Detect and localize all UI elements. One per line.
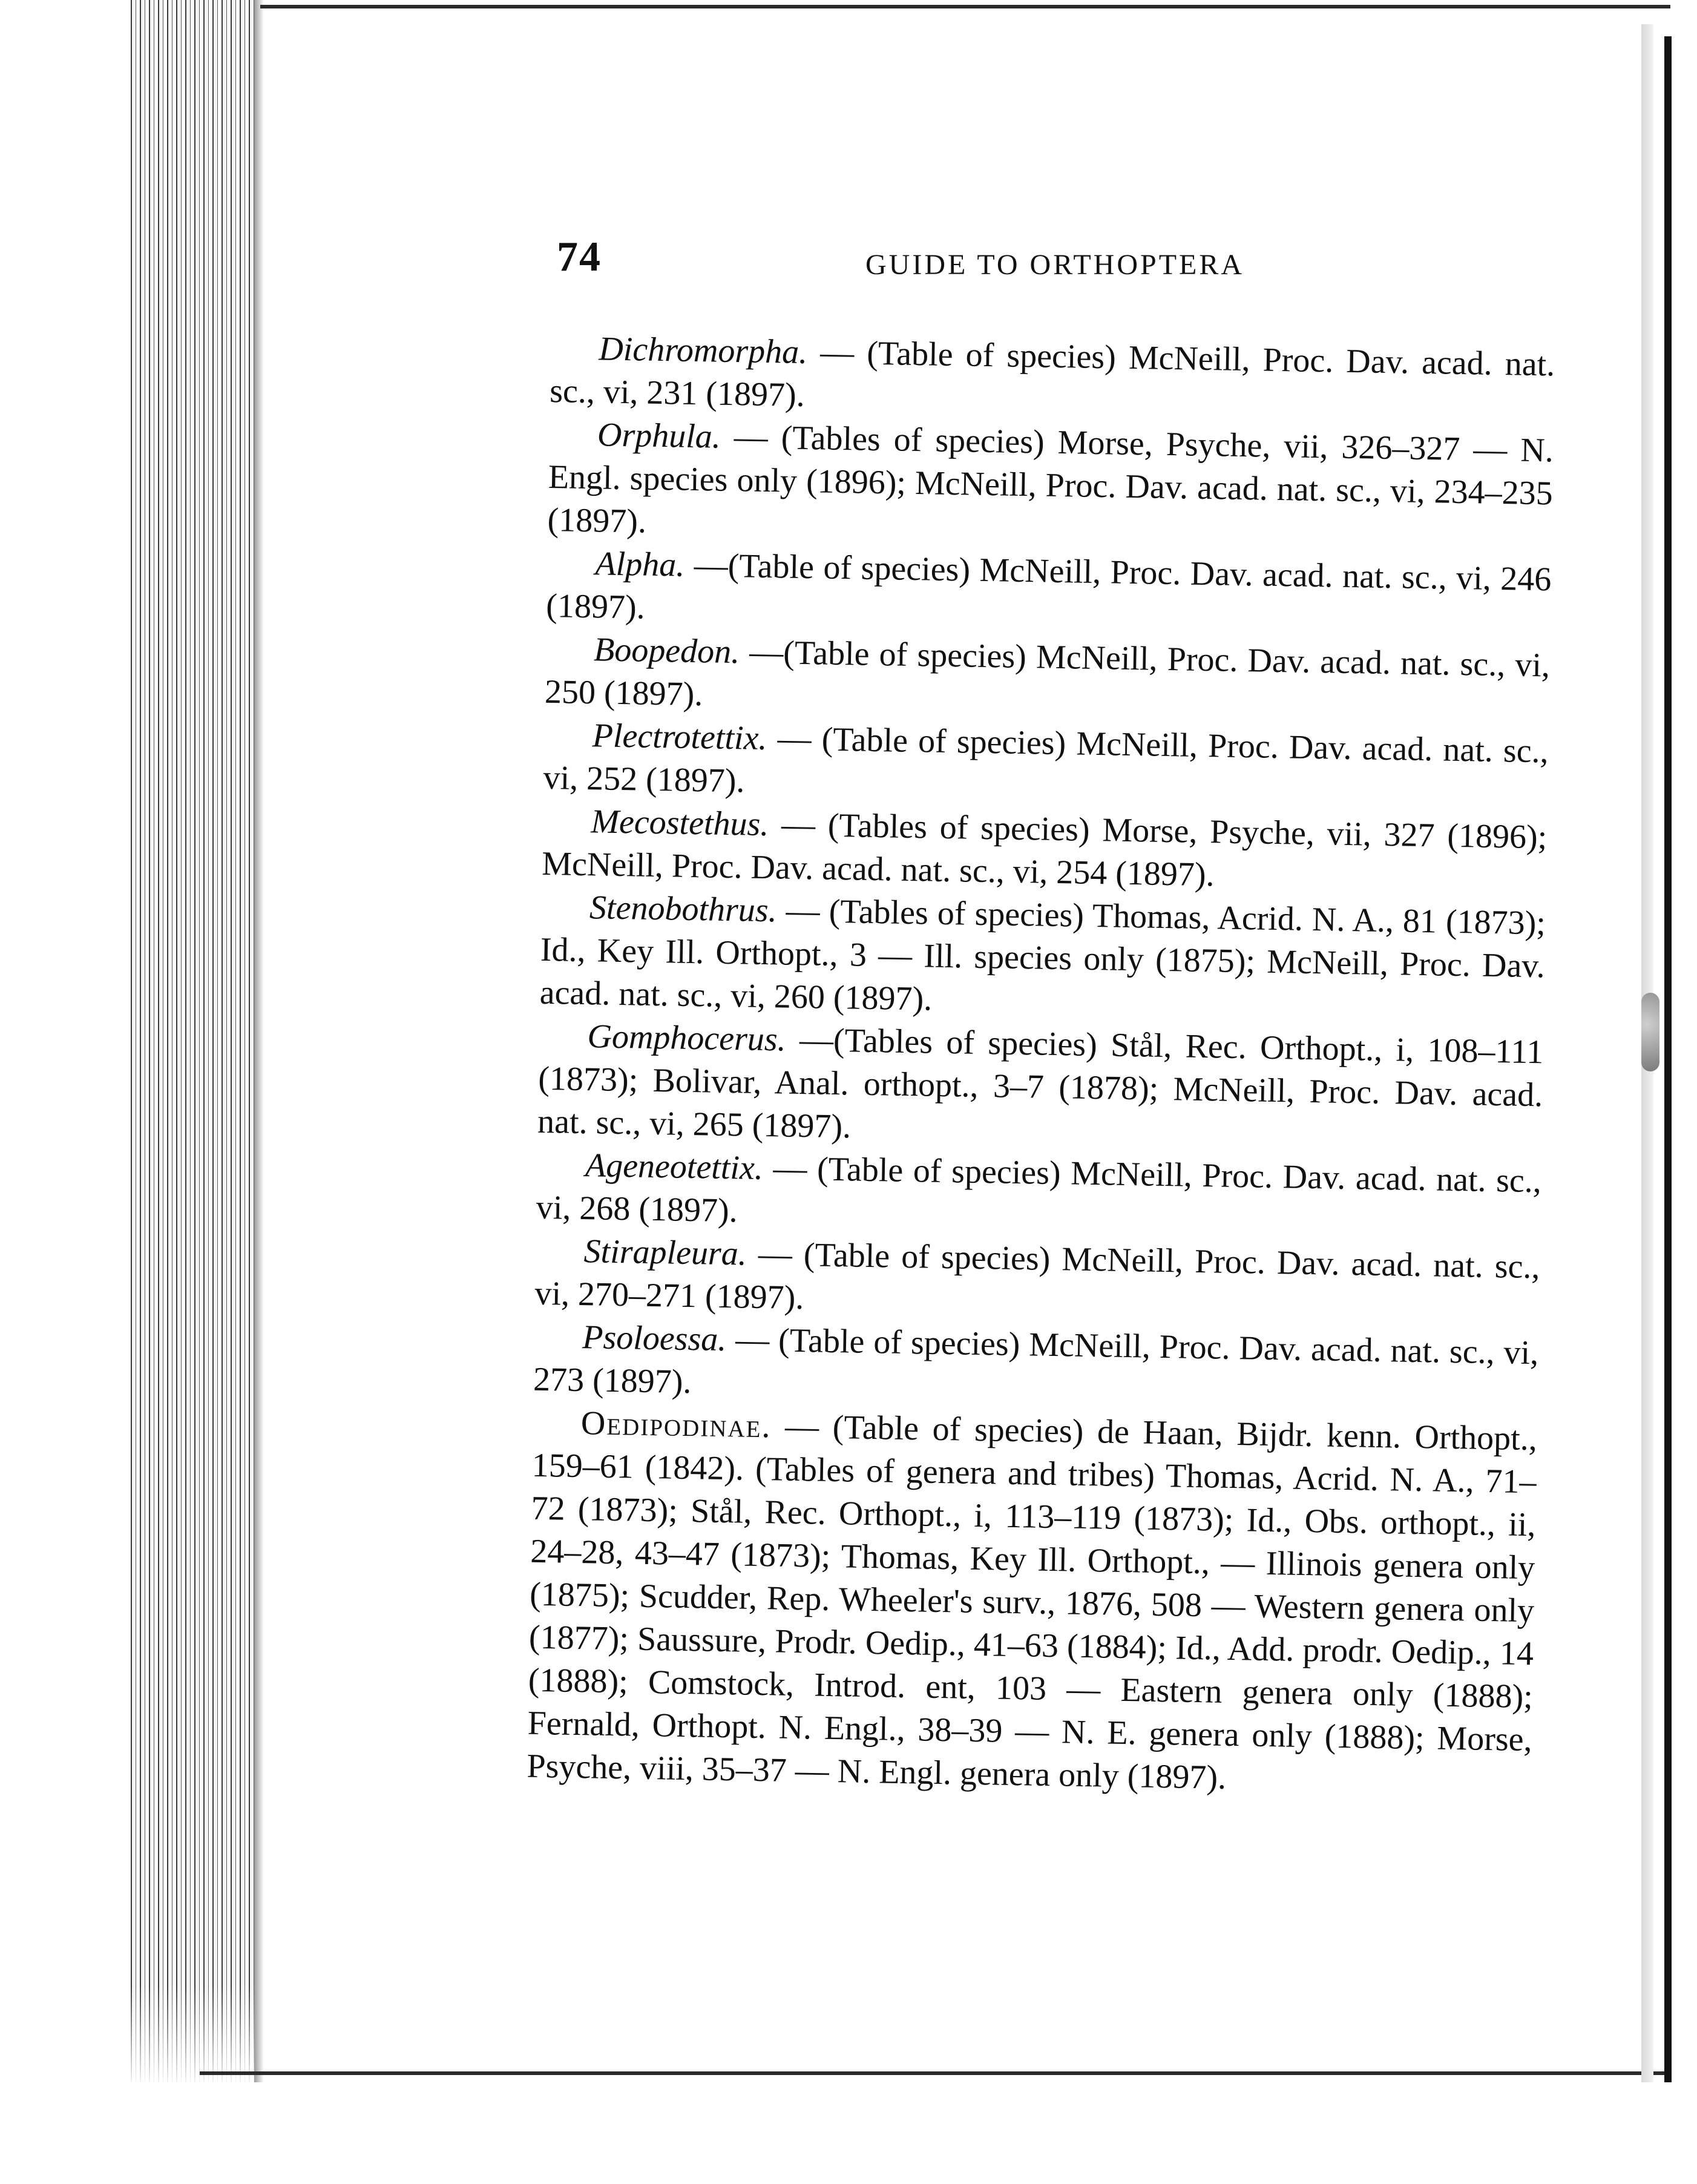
entry-text: —(Tables of species) Stål, Rec. Orthopt., i, 108–111 (1873); Bolivar, Anal. orthopt., 3–7 (1878); McNeill, Proc. Dav. acad. nat. sc., vi, 265 (1897). <box>537 1021 1544 1146</box>
bibliography-entry <box>550 327 1555 430</box>
bibliography-entry <box>539 886 1546 1031</box>
genus-name: Gomphocerus. <box>587 1018 787 1059</box>
entry-text: —(Table of species) McNeill, Proc. Dav. acad. nat. sc., vi, 246 (1897). <box>545 546 1552 627</box>
book-page-edges <box>127 0 266 2082</box>
entry-text: —(Table of species) McNeill, Proc. Dav. acad. nat. sc., vi, 250 (1897). <box>544 633 1551 714</box>
page-number: 74 <box>557 234 602 280</box>
genus-name: Orphula. <box>597 416 721 456</box>
genus-name: Stenobothrus. <box>589 889 778 930</box>
bibliography-entry <box>546 542 1552 645</box>
entry-text: — (Table of species) McNeill, Proc. Dav. acad. nat. sc., vi, 231 (1897). <box>549 334 1555 414</box>
page-edges-fade <box>127 1985 272 2107</box>
entry-text: — (Table of species) McNeill, Proc. Dav. acad. nat. sc., vi, 252 (1897). <box>543 720 1549 800</box>
genus-name: Alpha. <box>595 545 685 584</box>
page-top-edge <box>260 5 1670 8</box>
entry-text: — (Tables of species) Morse, Psyche, vii, 327 (1896); McNeill, Proc. Dav. acad. nat. sc., vi, 254 (1897). <box>541 806 1548 894</box>
bibliography-entry <box>544 628 1550 731</box>
page-bottom-edge <box>200 2071 1670 2075</box>
subfamily-name: Oedipodinae. <box>580 1404 772 1446</box>
genus-name: Psoloessa. <box>582 1318 727 1359</box>
bibliography-entry <box>534 1229 1540 1332</box>
page-body <box>527 327 1555 1804</box>
book-cover-edge <box>1664 36 1672 2082</box>
subfamily-entry <box>527 1401 1537 1804</box>
entry-text: — (Table of species) McNeill, Proc. Dav. acad. nat. sc., vi, 270–271 (1897). <box>534 1235 1540 1317</box>
genus-name: Mecostethus. <box>590 803 769 844</box>
entry-text: — (Tables of species) Morse, Psyche, vii, 326–327 — N. Engl. species only (1896); McNeill, Proc. Dav. acad. nat. sc., vi, 234–235 (1897). <box>547 418 1554 541</box>
entry-text: — (Table of species) de Haan, Bijdr. kenn. Orthopt., 159–61 (1842). (Tables of genera and tribes) Thomas, Acrid. N. A., 71–72 (1873); Stål, Rec. Orthopt., i, 113–119 (1873); Id., Obs. orthopt., ii, 24–28, 43–47 (1873); Thomas, Key Ill. Orthopt., — Illinois genera only (1875); Scudder, Rep. Wheeler's surv., 1876, 508 — Western genera only (1877); Saussure, Prodr. Oedip., 41–63 (1884); Id., Add. prodr. Oedip., 14 (1888); Comstock, Introd. ent, 103 — Eastern genera only (1888); Fernald, Orthopt. N. Engl., 38–39 — N. E. genera only (1888); Morse, Psyche, viii, 35–37 — N. Engl. genera only (1897). <box>527 1407 1538 1797</box>
genus-name: Plectrotettix. <box>592 717 767 758</box>
bibliography-entry <box>547 413 1554 558</box>
entry-text: — (Tables of species) Thomas, Acrid. N. A., 81 (1873); Id., Key Ill. Orthopt., 3 — Ill. species only (1875); McNeill, Proc. Dav. acad. nat. sc., vi, 260 (1897). <box>539 892 1546 1018</box>
bibliography-entry <box>542 800 1548 903</box>
book-clasp-icon <box>1641 993 1659 1071</box>
bibliography-entry <box>536 1143 1541 1246</box>
genus-name: Ageneotettix. <box>585 1146 764 1188</box>
bibliography-entry <box>537 1015 1544 1160</box>
page-header <box>557 233 1586 294</box>
genus-name: Stirapleura. <box>583 1232 747 1273</box>
genus-name: Boopedon. <box>593 631 740 671</box>
entry-text: — (Table of species) McNeill, Proc. Dav. acad. nat. sc., vi, 268 (1897). <box>536 1150 1542 1230</box>
book-spine-shadow <box>254 0 264 2082</box>
bibliography-entry <box>543 714 1549 817</box>
entry-text: — (Table of species) McNeill, Proc. Dav. acad. nat. sc., vi, 273 (1897). <box>533 1321 1539 1401</box>
running-head: GUIDE TO ORTHOPTERA <box>865 249 1245 281</box>
genus-name: Dichromorpha. <box>598 330 808 372</box>
bibliography-entry <box>533 1315 1539 1418</box>
